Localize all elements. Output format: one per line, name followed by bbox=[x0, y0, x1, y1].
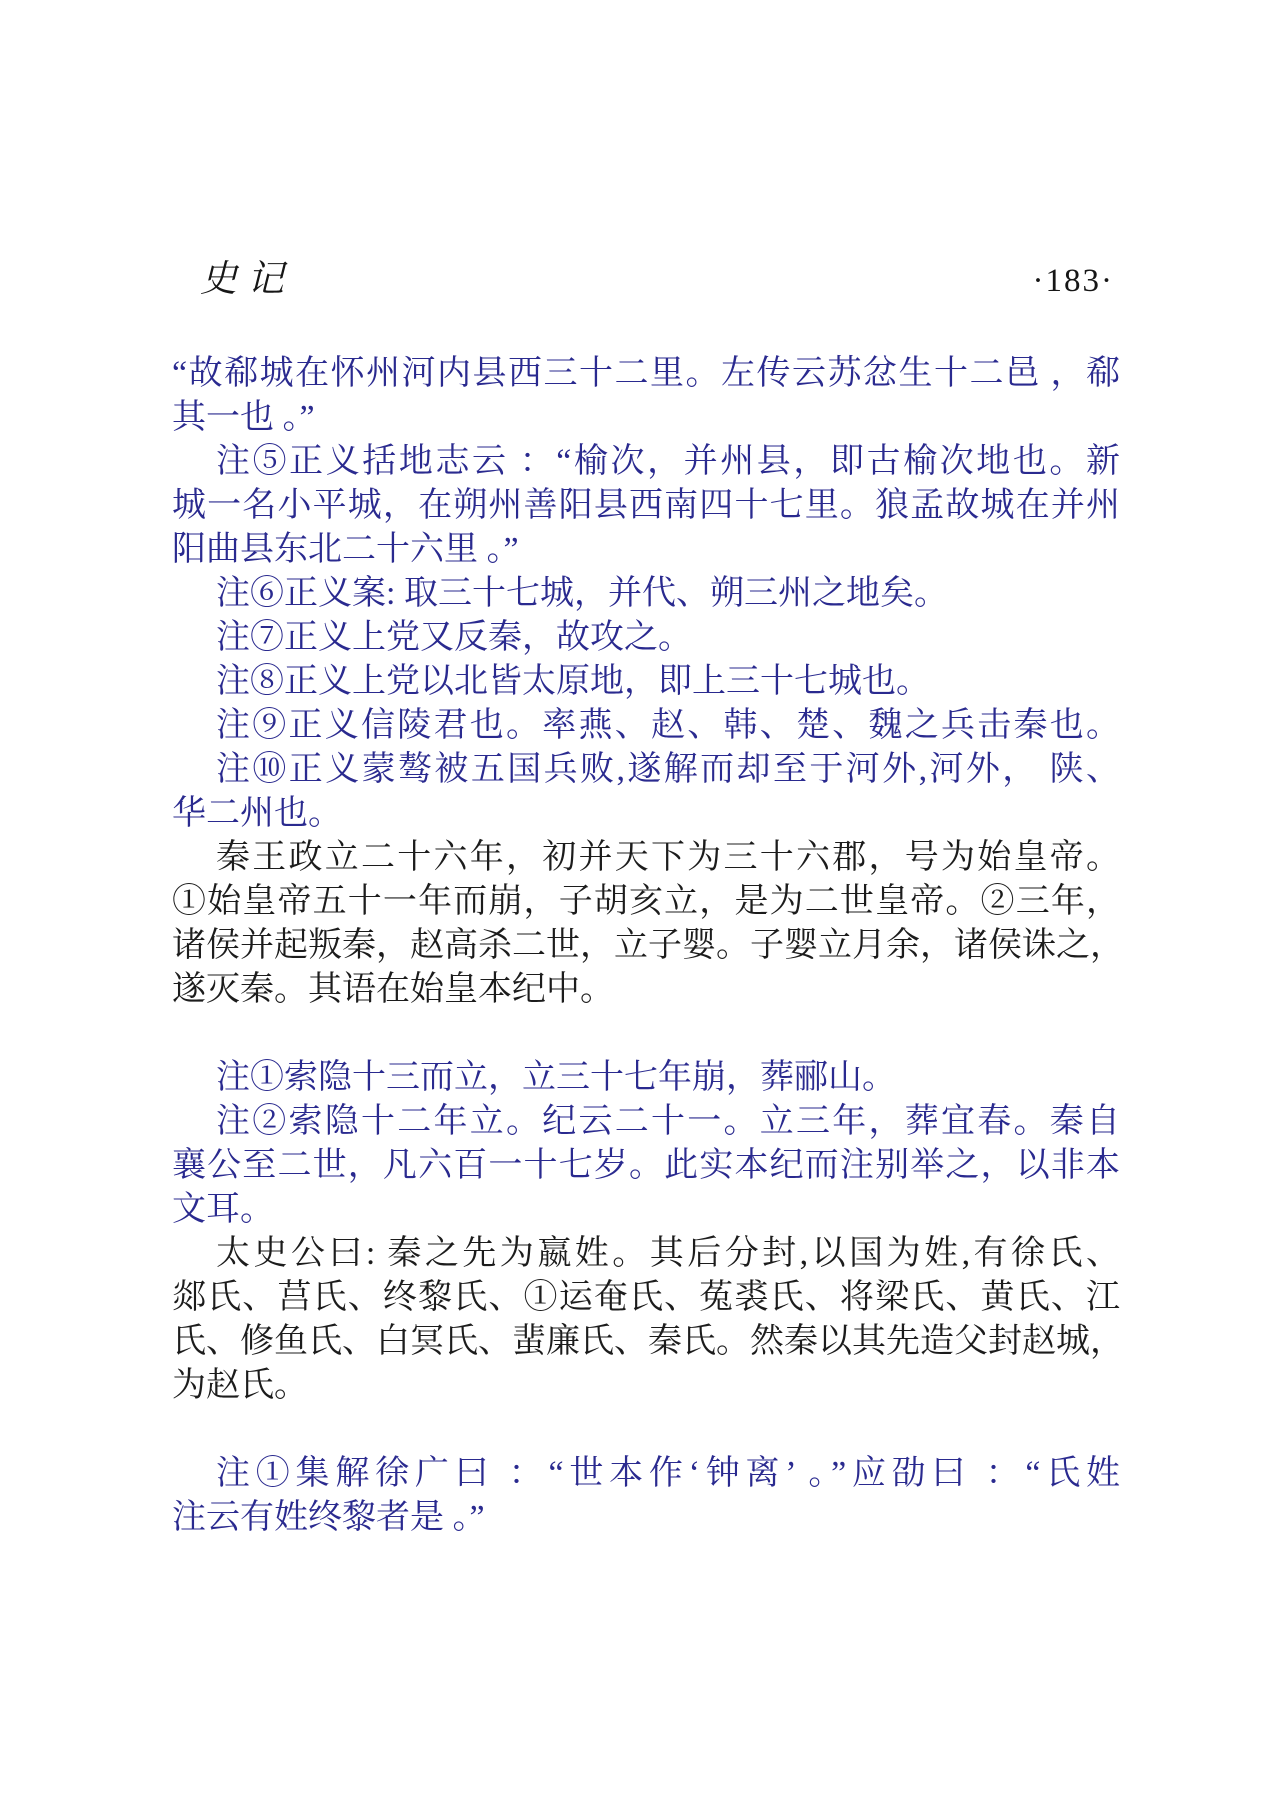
book-title: 史记 bbox=[200, 259, 294, 300]
text-line: ①始皇帝五十一年而崩，子胡亥立，是为二世皇帝。②三年， bbox=[172, 883, 1120, 920]
text-line: 文耳。 bbox=[172, 1191, 274, 1228]
text-line: 注⑩正义蒙骜被五国兵败,遂解而却至于河外,河外， 陕、 bbox=[216, 751, 1120, 788]
text-line: 遂灭秦。其语在始皇本纪中。 bbox=[172, 971, 614, 1008]
text-line: 氏、修鱼氏、白冥氏、蜚廉氏、秦氏。然秦以其先造父封赵城， bbox=[172, 1323, 1124, 1360]
text-line: 注⑦正义上党又反秦，故攻之。 bbox=[216, 619, 692, 656]
text-line: 阳曲县东北二十六里 。” bbox=[172, 531, 519, 568]
text-line: 注⑨正义信陵君也。率燕、赵、韩、楚、魏之兵击秦也。 bbox=[216, 707, 1120, 744]
page-header bbox=[172, 248, 1120, 302]
page-body bbox=[172, 352, 1124, 1540]
blank-line bbox=[172, 1408, 1120, 1452]
text-line: 注①索隐十三而立，立三十七年崩，葬郦山。 bbox=[216, 1059, 896, 1096]
text-line: 诸侯并起叛秦，赵高杀二世，立子婴。子婴立月余，诸侯诛之， bbox=[172, 927, 1124, 964]
text-line: 华二州也。 bbox=[172, 795, 342, 832]
text-line: 秦王政立二十六年，初并天下为三十六郡，号为始皇帝。 bbox=[216, 839, 1120, 876]
text-line: 襄公至二世，凡六百一十七岁。此实本纪而注别举之，以非本 bbox=[172, 1147, 1120, 1184]
page-number: ·183· bbox=[1032, 263, 1114, 299]
text-line: 郯氏、莒氏、终黎氏、①运奄氏、菟裘氏、将梁氏、黄氏、江 bbox=[172, 1279, 1120, 1316]
text-line: 注①集解徐广曰 ：“世本作‘钟离’ 。”应劭曰 ：“氏姓 bbox=[216, 1455, 1120, 1492]
text-line: 太史公曰: 秦之先为嬴姓。其后分封,以国为姓,有徐氏、 bbox=[216, 1235, 1120, 1272]
text-line: “故郗城在怀州河内县西三十二里。左传云苏忿生十二邑 ，郗 bbox=[172, 355, 1120, 392]
text-line: 注⑥正义案: 取三十七城，并代、朔三州之地矣。 bbox=[216, 575, 948, 612]
text-line: 注②索隐十二年立。纪云二十一。立三年，葬宜春。秦自 bbox=[216, 1103, 1120, 1140]
text-line: 其一也 。” bbox=[172, 399, 315, 436]
text-line: 注云有姓终黎者是 。” bbox=[172, 1499, 485, 1536]
text-line: 城一名小平城，在朔州善阳县西南四十七里。狼孟故城在并州 bbox=[172, 487, 1120, 524]
text-line: 注⑤正义括地志云 ：“榆次，并州县，即古榆次地也。新 bbox=[216, 443, 1120, 480]
text-line: 注⑧正义上党以北皆太原地，即上三十七城也。 bbox=[216, 663, 930, 700]
blank-line bbox=[172, 1012, 1120, 1056]
text-line: 为赵氏。 bbox=[172, 1367, 308, 1404]
